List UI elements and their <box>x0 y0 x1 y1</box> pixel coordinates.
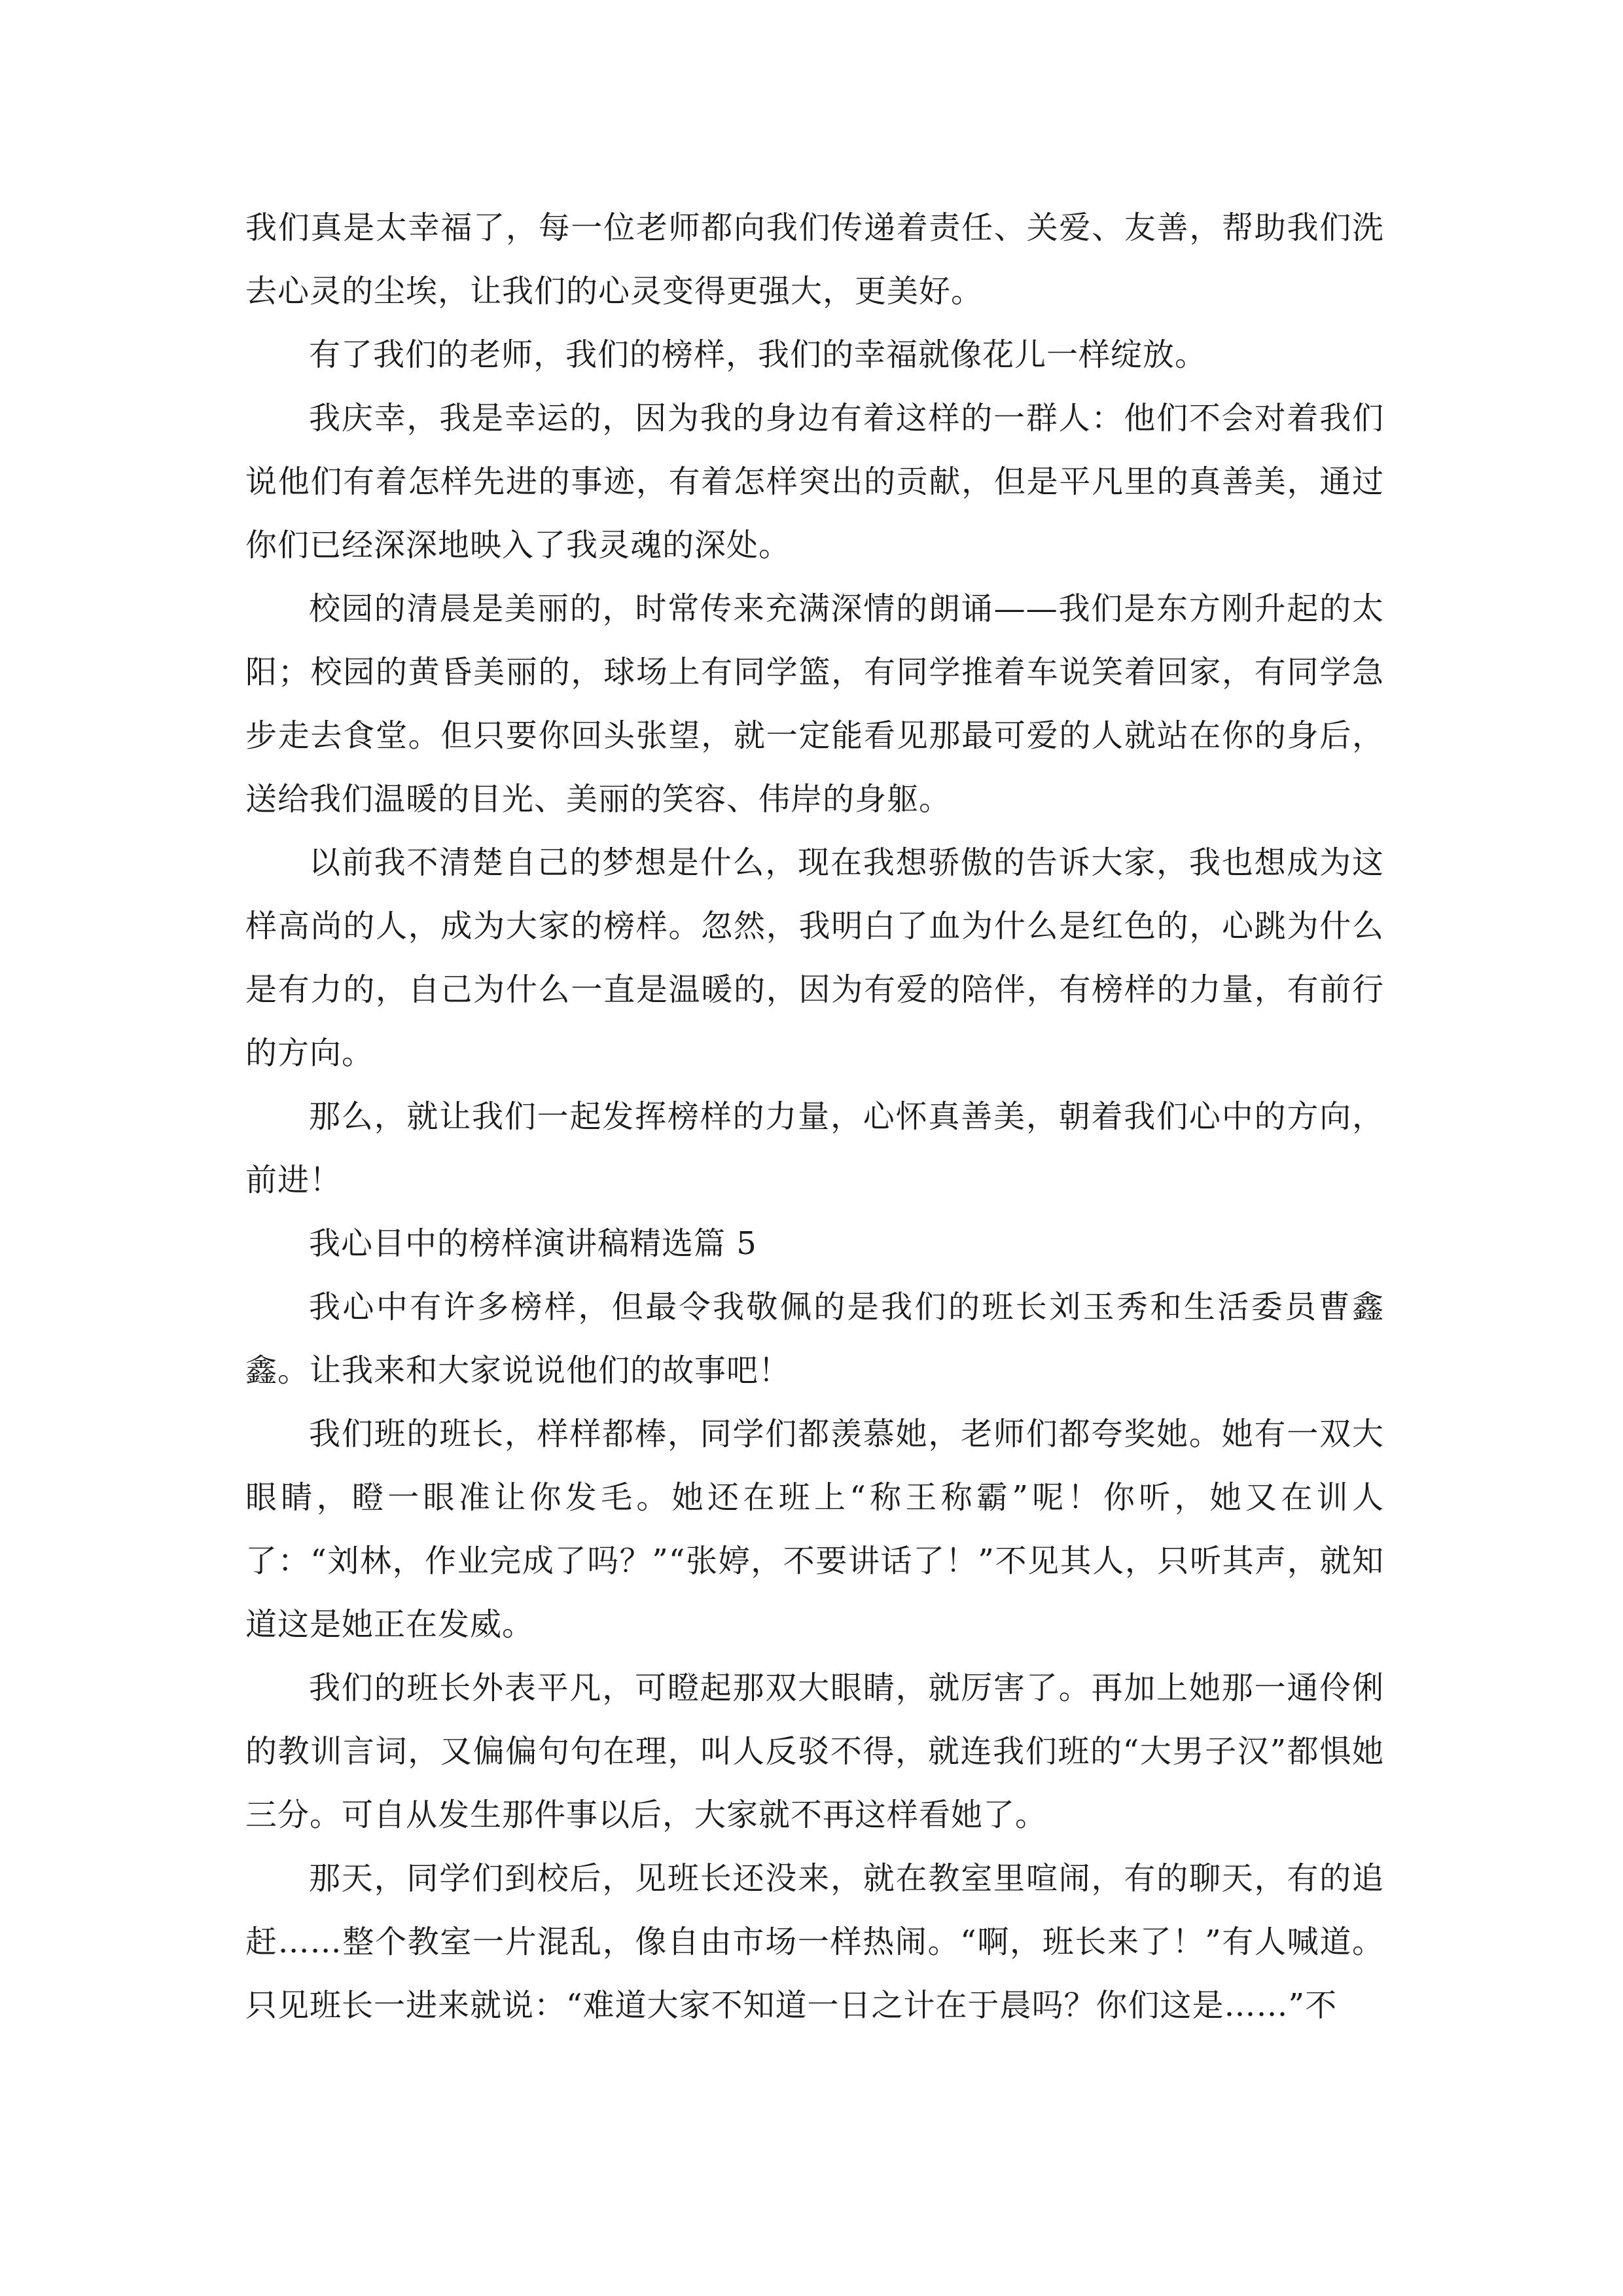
paragraph: 校园的清晨是美丽的，时常传来充满深情的朗诵——我们是东方刚升起的太阳；校园的黄昏美丽的，球场上有同学篮，有同学推着车说笑着回家，有同学急步走去食堂。但只要你回头张望，就一定能看见那最可爱的人就站在你的身后，送给我们温暖的目光、美丽的笑容、伟岸的身躯。 <box>245 590 1384 817</box>
paragraph: 以前我不清楚自己的梦想是什么，现在我想骄傲的告诉大家，我也想成为这样高尚的人，成为大家的榜样。忽然，我明白了血为什么是红色的，心跳为什么是有力的，自己为什么一直是温暖的，因为有爱的陪伴，有榜样的力量，有前行的方向。 <box>245 844 1384 1071</box>
paragraph: 我庆幸，我是幸运的，因为我的身边有着这样的一群人：他们不会对着我们说他们有着怎样先进的事迹，有着怎样突出的贡献，但是平凡里的真善美，通过你们已经深深地映入了我灵魂的深处。 <box>245 400 1384 564</box>
paragraph: 我们班的班长，样样都棒，同学们都羡慕她，老师们都夸奖她。她有一双大眼睛，瞪一眼准让你发毛。她还在班上“称王称霸”呢！你听，她又在训人了：“刘林，作业完成了吗？”“张婷，不要讲话了！”不见其人，只听其声，就知道这是她正在发威。 <box>245 1416 1384 1643</box>
paragraph: 我心中有许多榜样，但最令我敬佩的是我们的班长刘玉秀和生活委员曹鑫鑫。让我来和大家说说他们的故事吧！ <box>245 1289 1384 1389</box>
paragraph: 有了我们的老师，我们的榜样，我们的幸福就像花儿一样绽放。 <box>309 336 1207 373</box>
section-heading: 我心目中的榜样演讲稿精选篇 5 <box>309 1225 757 1262</box>
paragraph: 我们的班长外表平凡，可瞪起那双大眼睛，就厉害了。再加上她那一通伶俐的教训言词，又偏偏句句在理，叫人反驳不得，就连我们班的“大男子汉”都惧她三分。可自从发生那件事以后，大家就不再这样看她了。 <box>245 1670 1384 1833</box>
paragraph: 那么，就让我们一起发挥榜样的力量，心怀真善美，朝着我们心中的方向，前进！ <box>245 1098 1384 1198</box>
paragraph: 那天，同学们到校后，见班长还没来，就在教室里喧闹，有的聊天，有的追赶……整个教室一片混乱，像自由市场一样热闹。“啊，班长来了！”有人喊道。只见班长一进来就说：“难道大家不知道一日之计在于晨吗？你们这是……”不 <box>245 1860 1384 2024</box>
paragraph-continuation: 我们真是太幸福了，每一位老师都向我们传递着责任、关爱、友善，帮助我们洗去心灵的尘埃，让我们的心灵变得更强大，更美好。 <box>245 209 1384 310</box>
document-body <box>245 196 1384 2037</box>
